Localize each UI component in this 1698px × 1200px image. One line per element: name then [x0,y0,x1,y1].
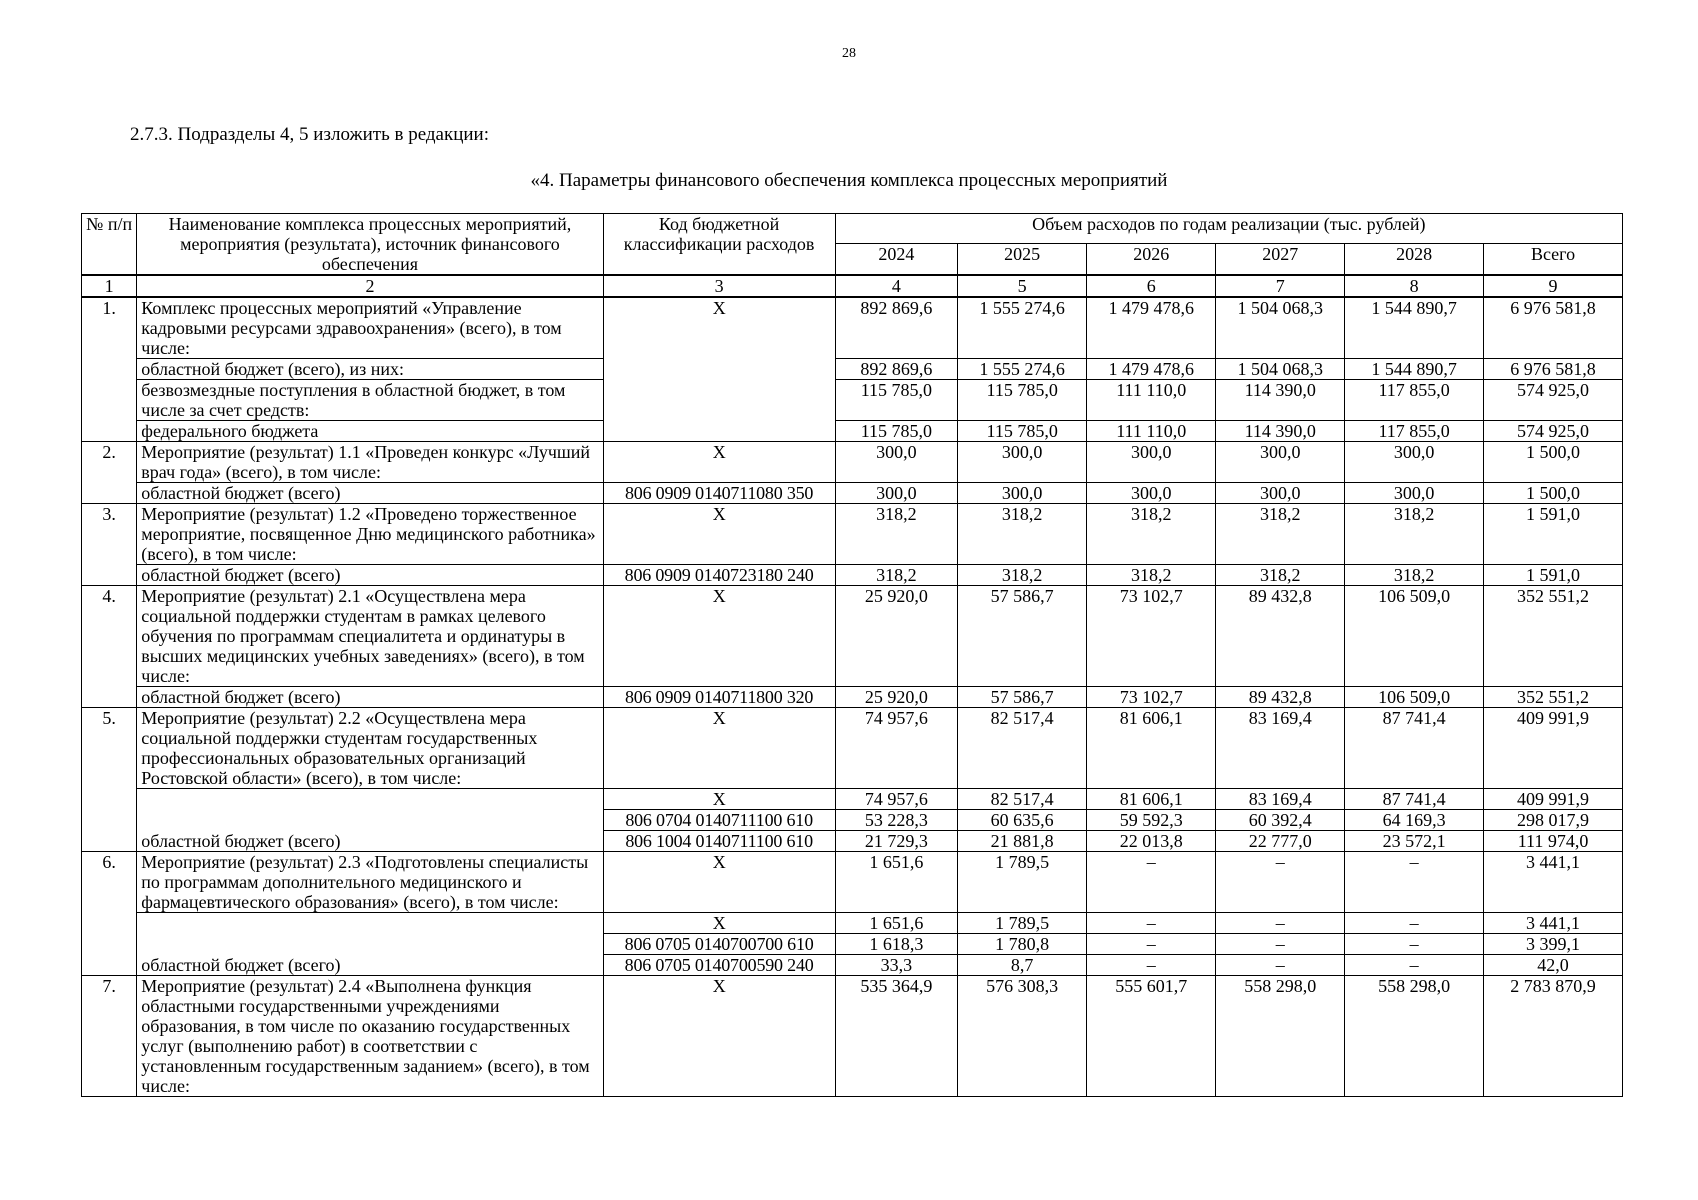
row-value: 1 591,0 [1484,504,1623,565]
row-value: 300,0 [1087,483,1216,504]
table-row [82,565,1623,586]
row-value: 300,0 [835,483,958,504]
row-value: 298 017,9 [1484,810,1623,831]
header-year: 2025 [958,244,1087,275]
row-value: 318,2 [958,504,1087,565]
row-value: 82 517,4 [958,789,1087,810]
row-value: 1 789,5 [958,852,1087,913]
table-row [82,380,1623,421]
row-code: Х [603,852,835,913]
row-value: 22 777,0 [1216,831,1345,852]
row-code: 806 0705 0140700590 240 [603,955,835,976]
row-value: 106 509,0 [1345,687,1484,708]
table-row [82,504,1623,565]
row-value: 1 618,3 [835,934,958,955]
row-code: Х [603,976,835,1097]
row-value: 3 441,1 [1484,852,1623,913]
row-value: 33,3 [835,955,958,976]
row-value: 57 586,7 [958,586,1087,687]
row-value: 318,2 [1087,565,1216,586]
row-value: 3 441,1 [1484,913,1623,934]
row-value: 300,0 [1345,483,1484,504]
row-value: 3 399,1 [1484,934,1623,955]
table-row [82,687,1623,708]
header-year: 2024 [835,244,958,275]
row-code: 806 0909 0140711800 320 [603,687,835,708]
header-year: 2028 [1345,244,1484,275]
row-value: 8,7 [958,955,1087,976]
table-row [82,852,1623,913]
intro-text: 2.7.3. Подразделы 4, 5 изложить в редакции: [130,124,489,145]
header-row-1 [82,214,1623,244]
row-value: 1 479 478,6 [1087,359,1216,380]
row-value: 59 592,3 [1087,810,1216,831]
header-num: № п/п [82,214,137,276]
row-index: 5. [82,708,137,852]
row-value: 83 169,4 [1216,789,1345,810]
row-code: Х [603,297,835,442]
row-name: областной бюджет (всего) [137,483,603,504]
row-value: 73 102,7 [1087,687,1216,708]
row-value: 318,2 [835,565,958,586]
row-value: 1 544 890,7 [1345,297,1484,359]
row-code: 806 0704 0140711100 610 [603,810,835,831]
row-value: 892 869,6 [835,359,958,380]
row-name: Мероприятие (результат) 2.1 «Осуществлена мера социальной поддержки студентам в рамках целевого обучения по программам специалитета и ординатуры в высших медицинских учебных заведениях» (всего), в том числе: [137,586,603,687]
row-value: 64 169,3 [1345,810,1484,831]
column-number: 9 [1484,275,1623,297]
row-value: 300,0 [1087,442,1216,483]
row-value: – [1345,955,1484,976]
row-value: 318,2 [958,565,1087,586]
row-value: 106 509,0 [1345,586,1484,687]
header-volume: Объем расходов по годам реализации (тыс. рублей) [835,214,1622,244]
row-value: 318,2 [835,504,958,565]
row-value: 21 729,3 [835,831,958,852]
row-value: 111 974,0 [1484,831,1623,852]
row-value: 21 881,8 [958,831,1087,852]
row-value: – [1345,913,1484,934]
row-name: Мероприятие (результат) 2.3 «Подготовлены специалисты по программам дополнительного медицинского и фармацевтического образования» (всего), в том числе: [137,852,603,913]
row-index: 2. [82,442,137,504]
row-value: 114 390,0 [1216,380,1345,421]
row-value: 555 601,7 [1087,976,1216,1097]
row-value: 74 957,6 [835,708,958,789]
row-index: 1. [82,297,137,442]
row-index: 4. [82,586,137,708]
table-row [82,421,1623,442]
row-value: 42,0 [1484,955,1623,976]
row-value: 6 976 581,8 [1484,359,1623,380]
row-value: 89 432,8 [1216,586,1345,687]
table-row [82,586,1623,687]
row-value: 115 785,0 [835,421,958,442]
row-value: 117 855,0 [1345,380,1484,421]
row-value: 81 606,1 [1087,708,1216,789]
column-number: 5 [958,275,1087,297]
row-index: 7. [82,976,137,1097]
row-value: 1 591,0 [1484,565,1623,586]
column-number: 7 [1216,275,1345,297]
row-index: 6. [82,852,137,976]
row-value: 57 586,7 [958,687,1087,708]
row-code: Х [603,789,835,810]
row-value: 87 741,4 [1345,708,1484,789]
row-code: 806 0705 0140700700 610 [603,934,835,955]
row-value: 1 504 068,3 [1216,297,1345,359]
row-value: – [1087,955,1216,976]
row-value: 318,2 [1216,565,1345,586]
row-code: Х [603,586,835,687]
row-value: 318,2 [1345,565,1484,586]
row-value: 1 555 274,6 [958,359,1087,380]
table-row [82,789,1623,810]
row-value: – [1087,913,1216,934]
header-total: Всего [1484,244,1623,275]
row-value: – [1216,955,1345,976]
row-value: 2 783 870,9 [1484,976,1623,1097]
row-value: 300,0 [958,442,1087,483]
column-number: 3 [603,275,835,297]
row-name: областной бюджет (всего) [137,913,603,976]
row-value: 1 651,6 [835,852,958,913]
row-name: федерального бюджета [137,421,603,442]
row-value: 1 651,6 [835,913,958,934]
row-code: Х [603,708,835,789]
row-value: – [1216,852,1345,913]
row-name: Комплекс процессных мероприятий «Управление кадровыми ресурсами здравоохранения» (всего), в том числе: [137,297,603,359]
financing-table [81,213,1623,1097]
row-value: 300,0 [1216,442,1345,483]
row-value: 114 390,0 [1216,421,1345,442]
row-value: 1 504 068,3 [1216,359,1345,380]
row-name: Мероприятие (результат) 2.4 «Выполнена функция областными государственными учреждениями образования, в том числе по оказанию государственных услуг (выполнению работ) в соответствии с установленным государственным заданием» (всего), в том числе: [137,976,603,1097]
header-name: Наименование комплекса процессных мероприятий, мероприятия (результата), источник финансового обеспечения [137,214,603,276]
row-code: 806 1004 0140711100 610 [603,831,835,852]
row-value: – [1345,852,1484,913]
row-value: 558 298,0 [1216,976,1345,1097]
column-number: 4 [835,275,958,297]
row-value: 1 500,0 [1484,483,1623,504]
row-value: 352 551,2 [1484,687,1623,708]
row-value: 1 780,8 [958,934,1087,955]
row-name: областной бюджет (всего) [137,565,603,586]
row-code: Х [603,504,835,565]
row-value: 574 925,0 [1484,380,1623,421]
column-number: 2 [137,275,603,297]
row-value: 1 544 890,7 [1345,359,1484,380]
row-value: 73 102,7 [1087,586,1216,687]
row-value: 1 555 274,6 [958,297,1087,359]
row-value: 535 364,9 [835,976,958,1097]
row-value: 111 110,0 [1087,380,1216,421]
row-code: 806 0909 0140711080 350 [603,483,835,504]
row-value: 558 298,0 [1345,976,1484,1097]
row-value: 1 500,0 [1484,442,1623,483]
row-value: 60 392,4 [1216,810,1345,831]
column-number: 6 [1087,275,1216,297]
table-row [82,442,1623,483]
row-name: Мероприятие (результат) 1.1 «Проведен конкурс «Лучший врач года» (всего), в том числе: [137,442,603,483]
row-value: 60 635,6 [958,810,1087,831]
row-value: 25 920,0 [835,687,958,708]
row-name: безвозмездные поступления в областной бюджет, в том числе за счет средств: [137,380,603,421]
column-numbers-row [82,275,1623,297]
row-value: 83 169,4 [1216,708,1345,789]
table-row [82,976,1623,1097]
row-value: 300,0 [958,483,1087,504]
row-value: 25 920,0 [835,586,958,687]
header-year: 2026 [1087,244,1216,275]
row-value: – [1345,934,1484,955]
row-value: 111 110,0 [1087,421,1216,442]
row-value: – [1216,934,1345,955]
page-number: 28 [842,46,856,61]
row-value: 82 517,4 [958,708,1087,789]
section-title: «4. Параметры финансового обеспечения комплекса процессных мероприятий [530,170,1168,191]
row-value: 81 606,1 [1087,789,1216,810]
row-name: областной бюджет (всего) [137,687,603,708]
row-value: 574 925,0 [1484,421,1623,442]
table-row [82,297,1623,359]
row-value: – [1087,934,1216,955]
row-value: 6 976 581,8 [1484,297,1623,359]
row-value: 352 551,2 [1484,586,1623,687]
table-row [82,359,1623,380]
row-code: Х [603,442,835,483]
table-row [82,913,1623,934]
row-value: 576 308,3 [958,976,1087,1097]
row-value: 1 479 478,6 [1087,297,1216,359]
table-row [82,708,1623,789]
header-year: 2027 [1216,244,1345,275]
row-name: областной бюджет (всего) [137,789,603,852]
row-value: 318,2 [1087,504,1216,565]
row-value: 1 789,5 [958,913,1087,934]
row-value: 300,0 [835,442,958,483]
row-value: 89 432,8 [1216,687,1345,708]
table-row [82,483,1623,504]
row-name: Мероприятие (результат) 2.2 «Осуществлена мера социальной поддержки студентам государственных профессиональных образовательных организаций Ростовской области» (всего), в том числе: [137,708,603,789]
row-value: 318,2 [1216,504,1345,565]
row-value: 22 013,8 [1087,831,1216,852]
column-number: 1 [82,275,137,297]
row-value: 115 785,0 [835,380,958,421]
row-value: 23 572,1 [1345,831,1484,852]
row-value: 409 991,9 [1484,708,1623,789]
row-value: – [1216,913,1345,934]
row-value: 53 228,3 [835,810,958,831]
row-name: Мероприятие (результат) 1.2 «Проведено торжественное мероприятие, посвященное Дню медицинского работника» (всего), в том числе: [137,504,603,565]
row-code: Х [603,913,835,934]
row-value: 300,0 [1345,442,1484,483]
row-value: 115 785,0 [958,421,1087,442]
row-value: 300,0 [1216,483,1345,504]
table-body [82,297,1623,1097]
row-value: 117 855,0 [1345,421,1484,442]
row-value: 318,2 [1345,504,1484,565]
header-code: Код бюджетной классификации расходов [603,214,835,276]
column-number: 8 [1345,275,1484,297]
row-index: 3. [82,504,137,586]
row-value: 892 869,6 [835,297,958,359]
row-value: 115 785,0 [958,380,1087,421]
row-code: 806 0909 0140723180 240 [603,565,835,586]
row-value: 87 741,4 [1345,789,1484,810]
row-value: – [1087,852,1216,913]
row-name: областной бюджет (всего), из них: [137,359,603,380]
row-value: 74 957,6 [835,789,958,810]
row-value: 409 991,9 [1484,789,1623,810]
